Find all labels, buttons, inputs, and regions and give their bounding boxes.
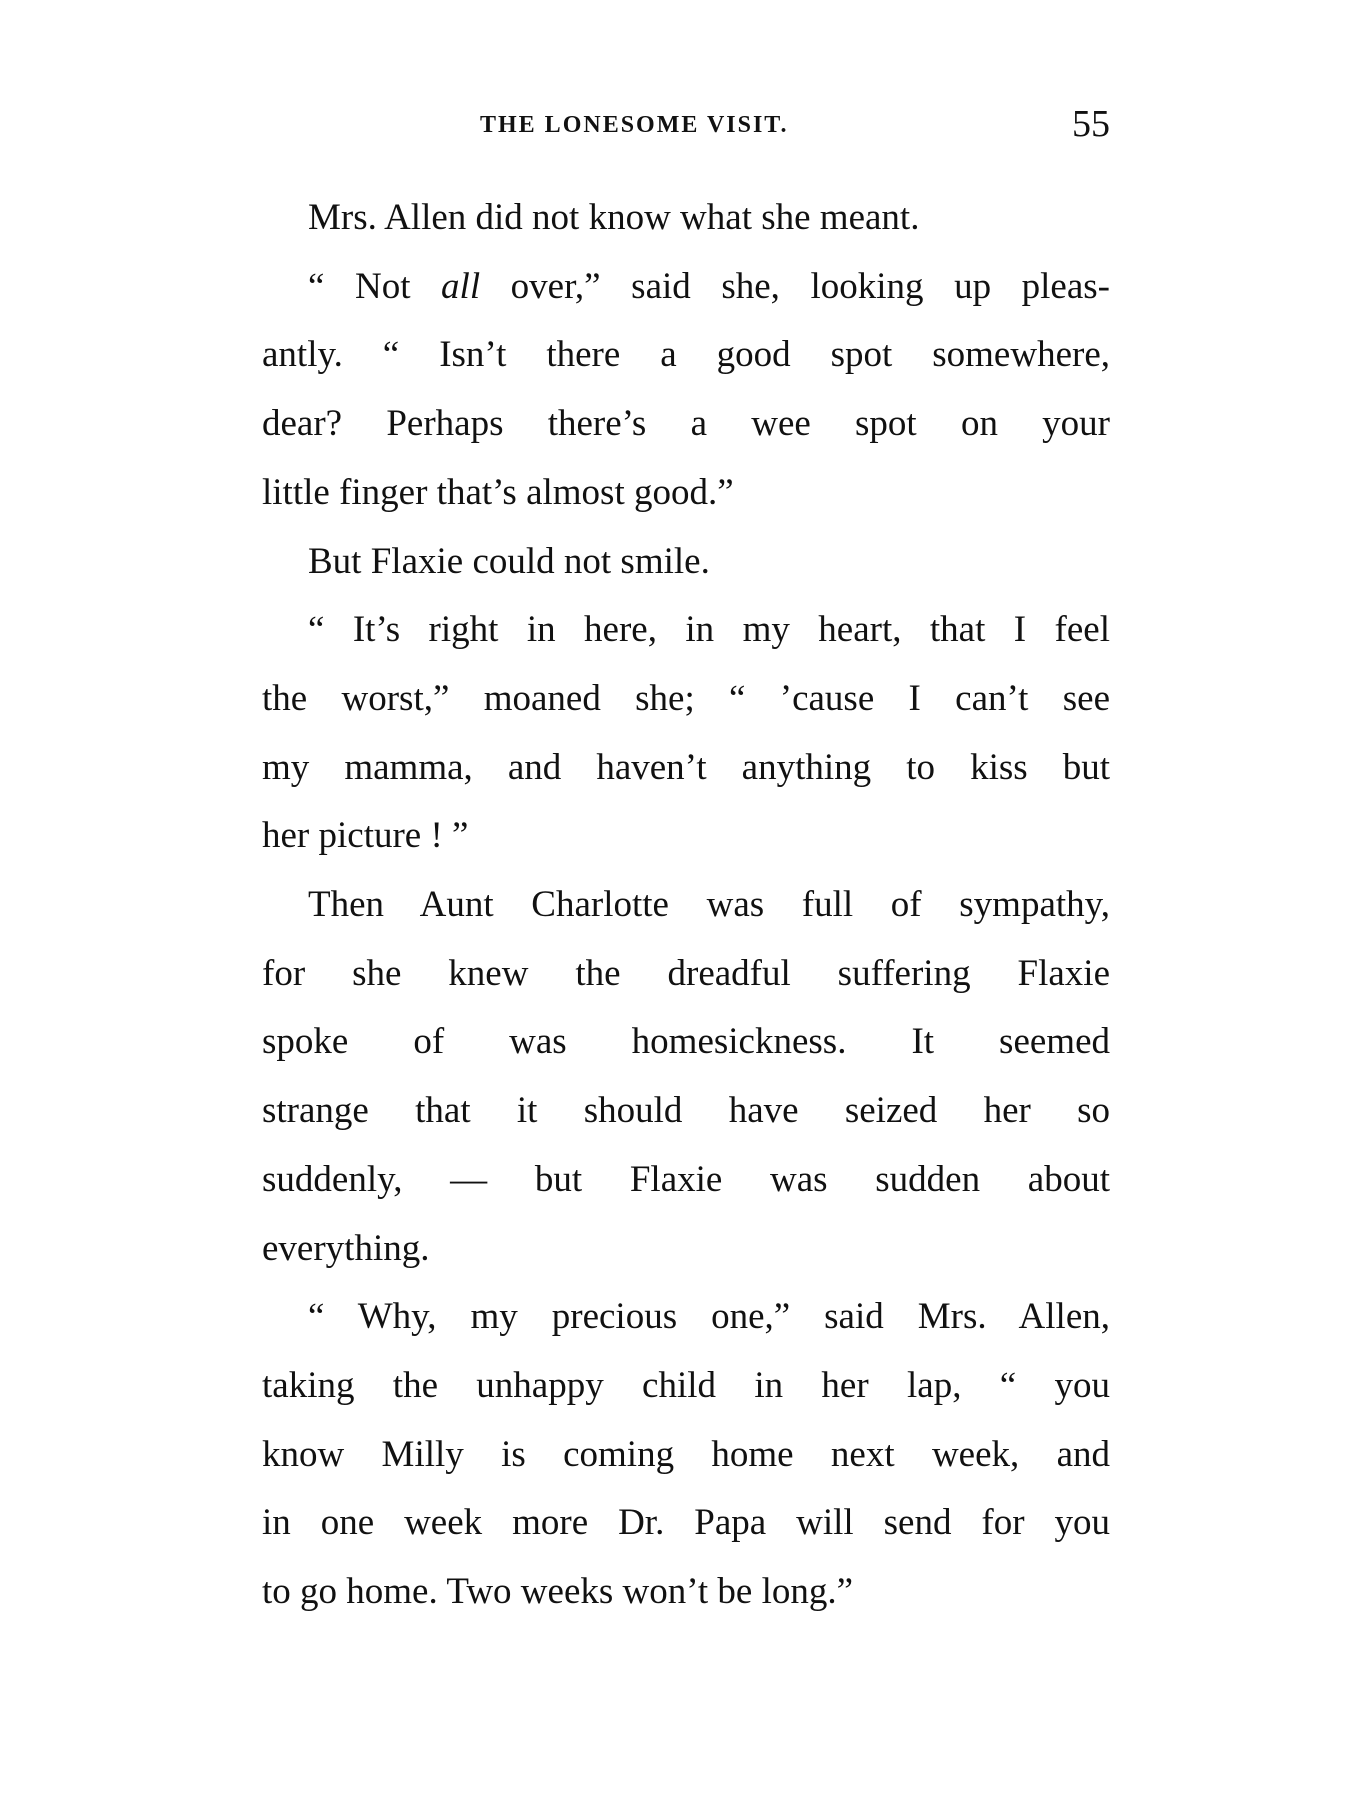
text-line: antly. “ Isn’t there a good spot somewhere, [262, 334, 1110, 376]
text-line: strange that it should have seized her so [262, 1090, 1110, 1132]
text-line: Mrs. Allen did not know what she meant. [308, 197, 920, 238]
page-number: 55 [1072, 103, 1110, 145]
text-line: But Flaxie could not smile. [308, 540, 710, 582]
book-page [262, 88, 1110, 1627]
text-line-part: over,” said she, looking up pleas- [480, 265, 1110, 307]
text-line: for she knew the dreadful suffering Flaxie [262, 952, 1110, 994]
text-line: in one week more Dr. Papa will send for you [262, 1502, 1110, 1544]
text-line: to go home. Two weeks won’t be long.” [262, 1571, 854, 1613]
text-line: “ Why, my precious one,” said Mrs. Allen, [308, 1296, 1110, 1338]
running-title: THE LONESOME VISIT. [480, 112, 789, 138]
text-line: suddenly, — but Flaxie was sudden about [262, 1158, 1110, 1200]
text-line-part: “ Not [308, 265, 442, 307]
italic-word: all [441, 265, 481, 307]
text-line: everything. [262, 1227, 430, 1269]
text-line: little finger that’s almost good.” [262, 471, 734, 513]
text-line: Then Aunt Charlotte was full of sympathy, [308, 884, 1110, 926]
text-line: her picture ! ” [262, 815, 469, 857]
text-line: my mamma, and haven’t anything to kiss but [262, 746, 1110, 788]
text-line: the worst,” moaned she; “ ’cause I can’t see [262, 677, 1110, 719]
text-line-with-italic [262, 253, 1110, 322]
text-line: taking the unhappy child in her lap, “ you [262, 1364, 1110, 1406]
text-line: dear? Perhaps there’s a wee spot on your [262, 403, 1110, 445]
running-head [262, 88, 1110, 162]
text-line: know Milly is coming home next week, and [262, 1433, 1110, 1475]
text-line: “ It’s right in here, in my heart, that I feel [308, 609, 1110, 651]
text-line: spoke of was homesickness. It seemed [262, 1021, 1110, 1063]
body-text [262, 184, 1110, 1627]
